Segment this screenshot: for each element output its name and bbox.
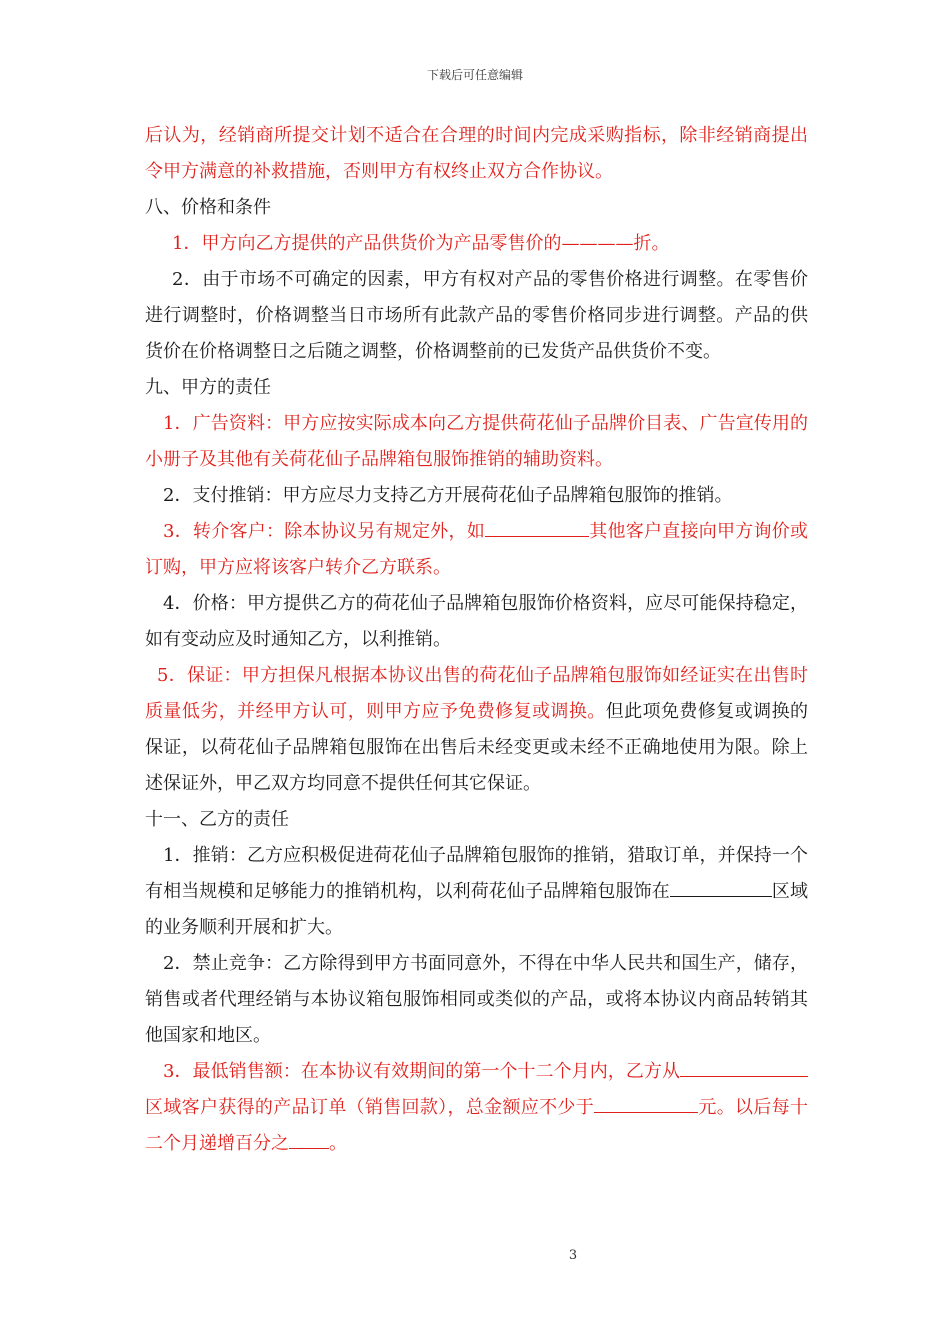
clause-11-3-part4: 。 [329,1133,347,1154]
page-number: 3 [568,1248,578,1263]
clause-9-5-part2: 但此项免费修复或调换的保证，以荷花仙子品牌箱包服饰在出售后未经变更或未经不正确地使用为限。除上述保证外，甲乙双方均同意不提供任何其它保证。 [145,701,809,794]
clause-11-1-part2: 区域的业务顺利开展和扩大。 [145,881,809,938]
blank-field [594,1090,698,1113]
blank-field [485,514,589,537]
section-heading-8: 八、价格和条件 [145,197,271,218]
document-body [145,118,808,1162]
blank-field [772,1054,808,1077]
page-header: 下载后可任意编辑 [426,68,523,82]
clause-9-3-part2: 其他客户直接向甲方询价或订购，甲方应将该客户转介乙方联系。 [145,521,809,578]
clause-11-1 [145,838,808,946]
blank-field [670,874,736,897]
clause-8-1: 1．甲方向乙方提供的产品供货价为产品零售价的————折。 [172,233,670,254]
clause-11-3-part3: 元。以后每十二个月递增百分之 [145,1097,808,1154]
clause-8-2: 2．由于市场不可确定的因素，甲方有权对产品的零售价格进行调整。在零售价进行调整时，价格调整当日市场所有此款产品的零售价格同步进行调整。产品的供货价在价格调整日之后随之调整，价格调整前的已发货产品供货价不变。 [145,269,808,362]
clause-11-1-part1: 1．推销：乙方应积极促进荷花仙子品牌箱包服饰的推销，猎取订单，并保持一个有相当规模和足够能力的推销机构，以利荷花仙子品牌箱包服饰在 [145,845,808,902]
clause-9-1: 1．广告资料：甲方应按实际成本向乙方提供荷花仙子品牌价目表、广告宣传用的小册子及其他有关荷花仙子品牌箱包服饰推销的辅助资料。 [145,413,808,470]
clause-9-3 [145,514,808,586]
clause-11-3 [145,1054,808,1162]
clause-9-5-part1: 5．保证：甲方担保凡根据本协议出售的荷花仙子品牌箱包服饰如经证实在出售时质量低劣，并经甲方认可，则甲方应予免费修复或调换。 [145,665,808,722]
section-heading-11: 十一、乙方的责任 [145,809,289,830]
paragraph-termination: 后认为，经销商所提交计划不适合在合理的时间内完成采购指标，除非经销商提出令甲方满意的补救措施，否则甲方有权终止双方合作协议。 [145,125,808,182]
clause-11-3-part1: 3．最低销售额：在本协议有效期间的第一个十二个月内，乙方从 [163,1061,680,1082]
clause-9-3-part1: 3．转介客户：除本协议另有规定外，如 [163,521,485,542]
clause-9-4: 4．价格：甲方提供乙方的荷花仙子品牌箱包服饰价格资料，应尽可能保持稳定，如有变动应及时通知乙方，以利推销。 [145,593,808,650]
blank-field [680,1054,772,1077]
section-heading-9: 九、甲方的责任 [145,377,271,398]
blank-field [289,1126,329,1149]
clause-9-5 [145,658,808,802]
blank-field [736,874,772,897]
clause-11-3-part2: 区域客户获得的产品订单（销售回款），总金额应不少于 [145,1097,595,1118]
clause-11-2: 2．禁止竞争：乙方除得到甲方书面同意外，不得在中华人民共和国生产，储存，销售或者代理经销与本协议箱包服饰相同或类似的产品，或将本协议内商品转销其他国家和地区。 [145,953,808,1046]
clause-9-2: 2．支付推销：甲方应尽力支持乙方开展荷花仙子品牌箱包服饰的推销。 [163,485,733,506]
